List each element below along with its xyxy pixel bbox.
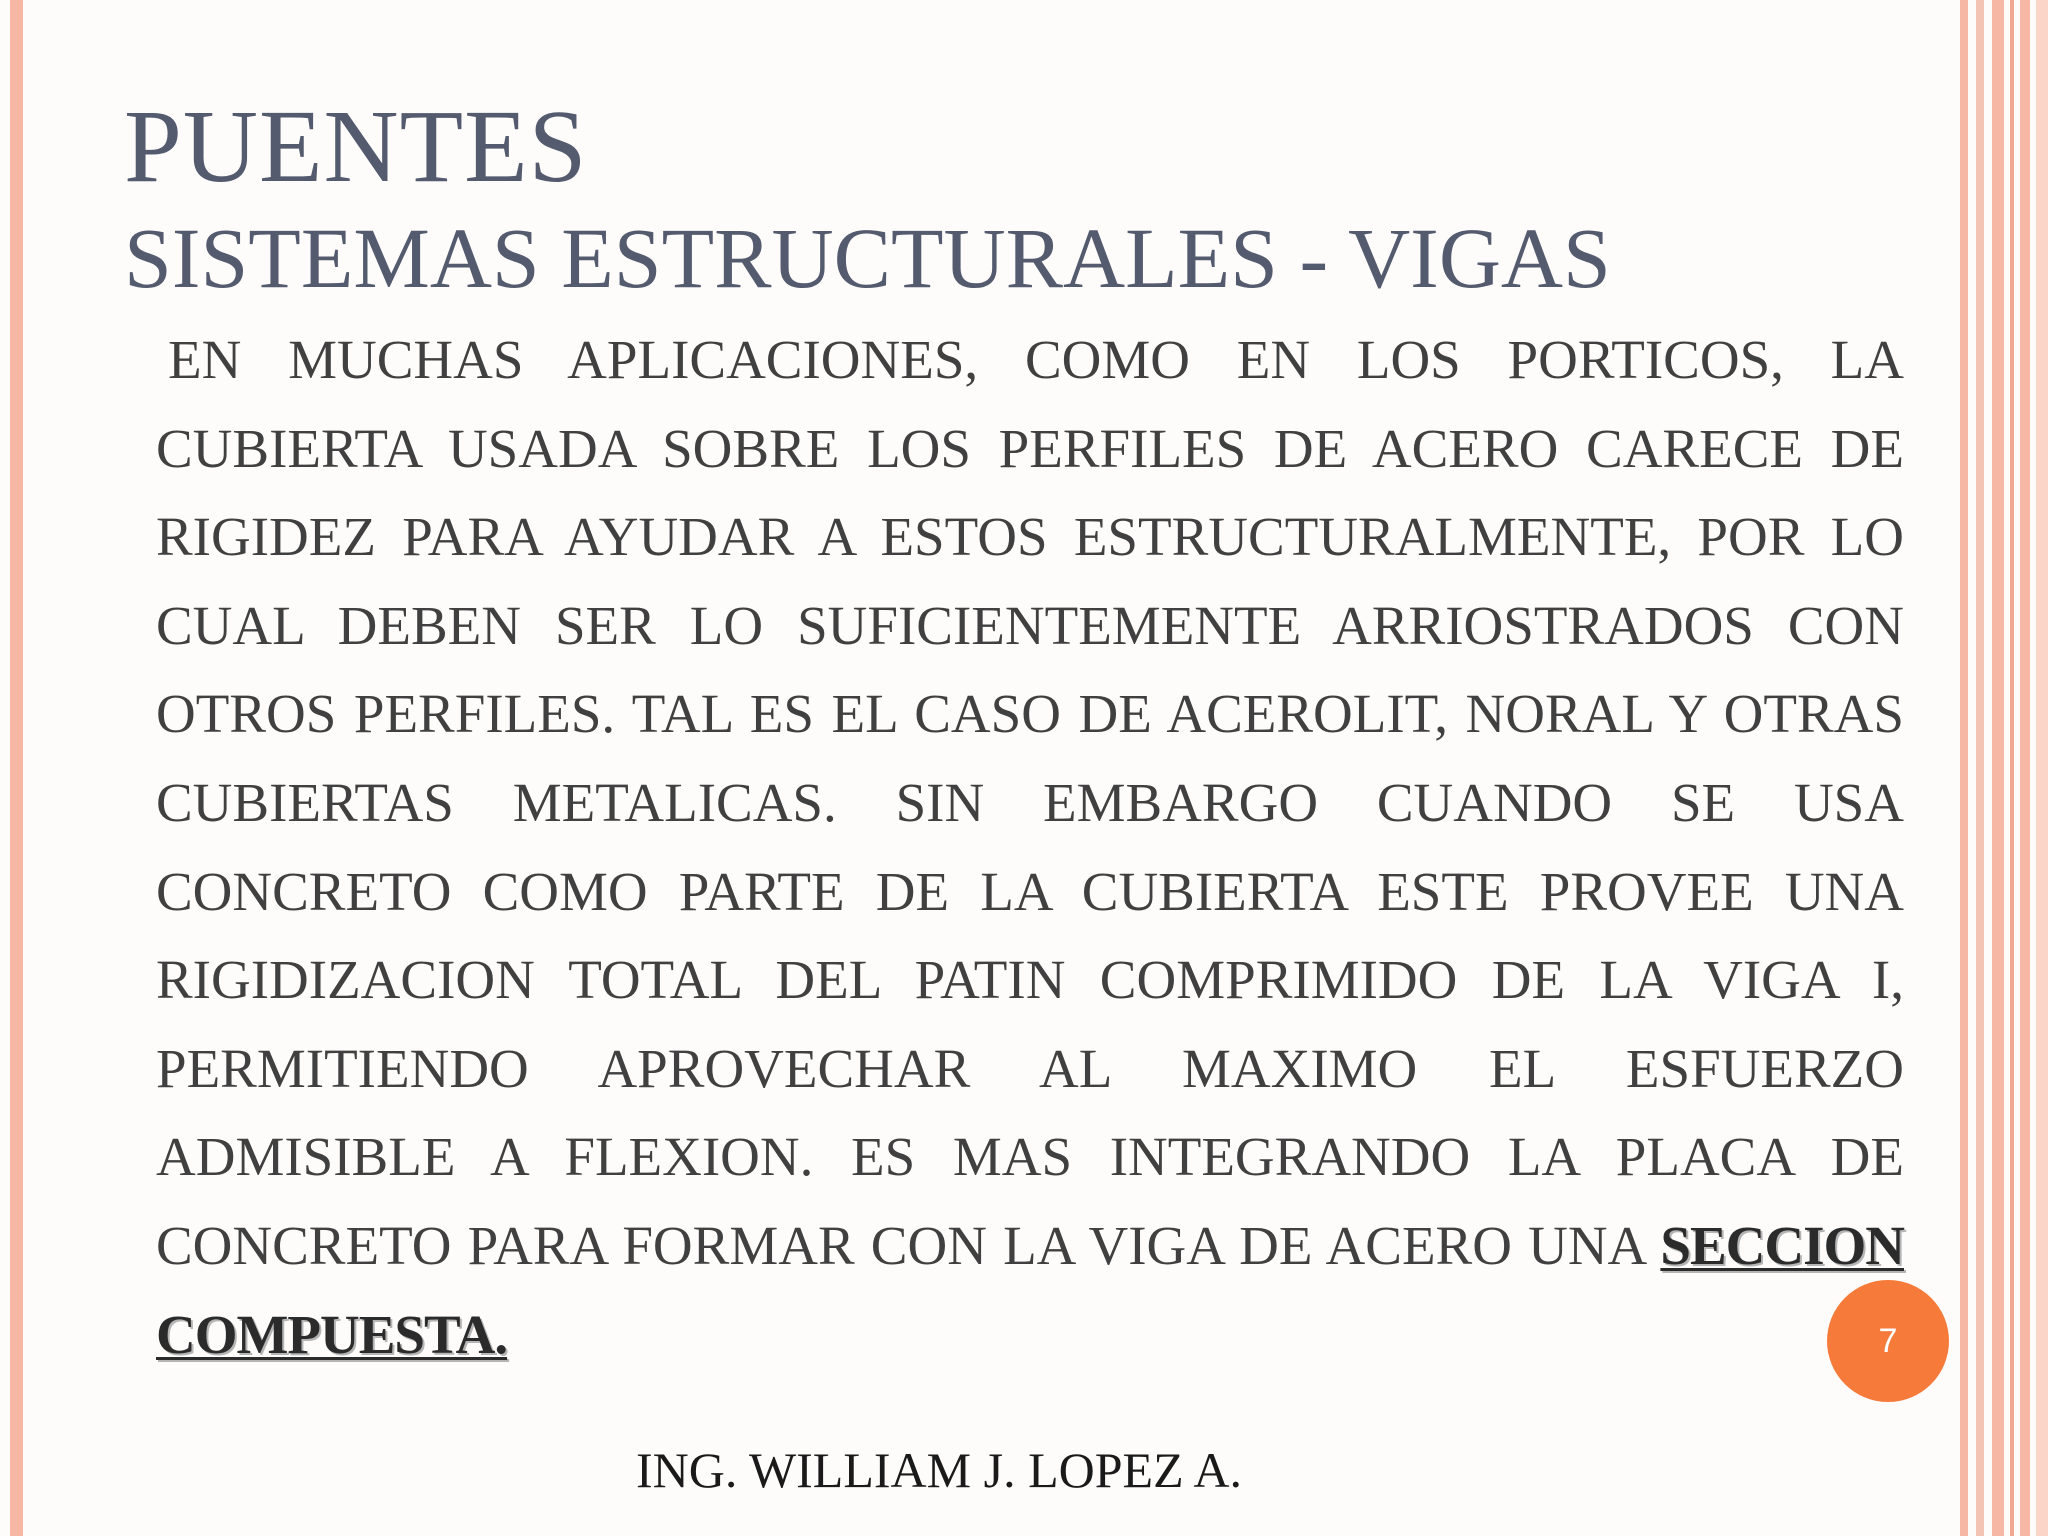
right-stripe-decoration [2036,0,2048,1536]
right-stripe-decoration [2010,0,2014,1536]
author-footer: ING. WILLIAM J. LOPEZ A. [636,1442,1242,1498]
left-border-decoration [10,0,23,1536]
page-number: 7 [1878,1321,1898,1360]
seccion-compuesta-link[interactable]: SECCION COMPUESTA. [156,1214,1904,1365]
right-stripe-decoration [1976,0,1984,1536]
page-number-badge [1827,1280,1949,1402]
right-stripe-decoration [1992,0,2004,1536]
slide-title: PUENTES [124,89,588,204]
right-stripe-decoration [2020,0,2030,1536]
body-paragraph [156,316,1904,1379]
body-text: EN MUCHAS APLICACIONES, COMO EN LOS PORTICOS, LA CUBIERTA USADA SOBRE LOS PERFILES DE ACERO CARECE DE RIGIDEZ PARA AYUDAR A ESTOS ESTRUCTURALMENTE, POR LO CUAL DEBEN SER LO SUFICIENTEMENTE ARRIOSTRADOS CON OTROS PERFILES. TAL ES EL CASO DE ACEROLIT, NORAL Y OTRAS CUBIERTAS METALICAS. SIN EMBARGO CUANDO SE USA CONCRETO COMO PARTE DE LA CUBIERTA ESTE PROVEE UNA RIGIDIZACION TOTAL DEL PATIN COMPRIMIDO DE LA VIGA I, PERMITIENDO APROVECHAR AL MAXIMO EL ESFUERZO ADMISIBLE A FLEXION. ES MAS INTEGRANDO LA PLACA DE CONCRETO PARA FORMAR CON LA VIGA DE ACERO UNA [156,329,1904,1276]
slide-subtitle: SISTEMAS ESTRUCTURALES - VIGAS [124,210,1611,306]
right-stripe-decoration [1960,0,1968,1536]
